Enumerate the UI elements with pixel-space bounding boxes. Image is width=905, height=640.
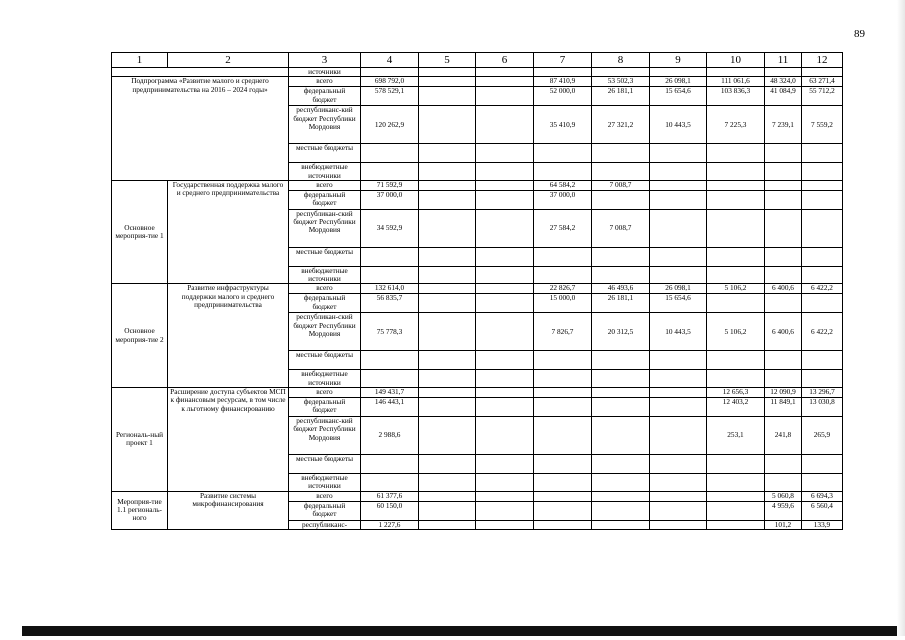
value-cell [476, 209, 534, 247]
value-cell [650, 398, 707, 417]
empty-cell [802, 266, 843, 284]
value-cell [802, 190, 843, 209]
empty-cell [802, 163, 843, 181]
value-cell: 241,8 [765, 417, 802, 455]
value-cell: 15 654,6 [650, 294, 707, 313]
table-row [112, 180, 843, 190]
value-cell: 1 227,6 [361, 520, 419, 529]
value-cell [419, 180, 476, 190]
empty-cell [650, 68, 707, 77]
empty-cell [765, 370, 802, 388]
column-header-12: 12 [802, 53, 843, 68]
table-row [112, 77, 843, 87]
source-cell: внебюджетные источники [289, 370, 361, 388]
empty-cell [476, 501, 534, 520]
value-cell [802, 209, 843, 247]
empty-cell [112, 68, 289, 77]
value-cell [419, 87, 476, 106]
empty-cell [361, 351, 419, 370]
empty-cell [802, 247, 843, 266]
empty-cell [765, 351, 802, 370]
value-cell: 26 098,1 [650, 284, 707, 294]
value-cell: 120 262,9 [361, 106, 419, 144]
empty-cell [650, 266, 707, 284]
empty-cell [592, 520, 650, 529]
empty-cell [707, 247, 765, 266]
value-cell [592, 388, 650, 398]
source-cell: всего [289, 180, 361, 190]
table-row [112, 388, 843, 398]
empty-cell [592, 351, 650, 370]
source-cell: внебюджетные источники [289, 266, 361, 284]
value-cell: 10 443,5 [650, 313, 707, 351]
empty-cell [802, 351, 843, 370]
empty-cell [765, 163, 802, 181]
value-cell [419, 209, 476, 247]
value-cell: 149 431,7 [361, 388, 419, 398]
value-cell: 2 988,6 [361, 417, 419, 455]
value-cell [650, 417, 707, 455]
source-cell: всего [289, 388, 361, 398]
empty-cell [419, 266, 476, 284]
value-cell [419, 284, 476, 294]
value-cell: 34 592,9 [361, 209, 419, 247]
value-cell: 53 502,3 [592, 77, 650, 87]
value-cell: 26 098,1 [650, 77, 707, 87]
empty-cell [361, 455, 419, 474]
value-cell: 10 443,5 [650, 106, 707, 144]
value-cell [419, 190, 476, 209]
source-cell: федеральный бюджет [289, 87, 361, 106]
empty-cell [650, 491, 707, 501]
value-cell: 6 560,4 [802, 501, 843, 520]
empty-cell [361, 370, 419, 388]
value-cell [476, 388, 534, 398]
column-header-7: 7 [534, 53, 592, 68]
empty-cell [802, 68, 843, 77]
value-cell: 111 061,6 [707, 77, 765, 87]
empty-cell [419, 68, 476, 77]
empty-cell [650, 370, 707, 388]
source-cell: республиканс-кий бюджет Республики Мордовия [289, 417, 361, 455]
empty-cell [707, 501, 765, 520]
activity-label: Основное мероприя-тие 2 [112, 284, 168, 388]
program-name: Подпрограмма «Развитие малого и среднего предпринимательства на 2016 – 2024 годы» [112, 77, 289, 181]
source-cell: республикан-ский бюджет Республики Мордовия [289, 209, 361, 247]
empty-cell [534, 163, 592, 181]
source-cell: всего [289, 491, 361, 501]
value-cell: 5 060,8 [765, 491, 802, 501]
value-cell: 20 312,5 [592, 313, 650, 351]
value-cell [707, 209, 765, 247]
value-cell [534, 398, 592, 417]
value-cell [765, 190, 802, 209]
empty-cell [802, 474, 843, 492]
value-cell: 41 084,9 [765, 87, 802, 106]
value-cell: 146 443,1 [361, 398, 419, 417]
value-cell [707, 294, 765, 313]
source-cell: местные бюджеты [289, 455, 361, 474]
empty-cell [534, 370, 592, 388]
empty-cell [534, 68, 592, 77]
empty-cell [419, 144, 476, 163]
empty-cell [592, 68, 650, 77]
empty-cell [476, 247, 534, 266]
value-cell: 7 008,7 [592, 180, 650, 190]
empty-cell [592, 163, 650, 181]
value-cell: 52 000,0 [534, 87, 592, 106]
value-cell: 55 712,2 [802, 87, 843, 106]
value-cell: 7 559,2 [802, 106, 843, 144]
empty-cell [765, 68, 802, 77]
empty-cell [534, 520, 592, 529]
table-row [112, 491, 843, 501]
value-cell [476, 398, 534, 417]
empty-cell [650, 455, 707, 474]
value-cell: 61 377,6 [361, 491, 419, 501]
value-cell [476, 284, 534, 294]
empty-cell [707, 520, 765, 529]
value-cell [650, 190, 707, 209]
value-cell [534, 417, 592, 455]
empty-cell [592, 144, 650, 163]
empty-cell [476, 68, 534, 77]
column-header-5: 5 [419, 53, 476, 68]
value-cell [765, 180, 802, 190]
empty-cell [592, 455, 650, 474]
empty-cell [592, 501, 650, 520]
source-cell: республиканс-кий бюджет Республики Мордовия [289, 106, 361, 144]
empty-cell [361, 163, 419, 181]
empty-cell [361, 68, 419, 77]
column-header-row [112, 53, 843, 68]
value-cell: 5 106,2 [707, 284, 765, 294]
empty-cell [650, 163, 707, 181]
empty-cell [707, 68, 765, 77]
value-cell [419, 106, 476, 144]
value-cell: 4 959,6 [765, 501, 802, 520]
value-cell: 22 826,7 [534, 284, 592, 294]
value-cell [765, 209, 802, 247]
value-cell: 27 584,2 [534, 209, 592, 247]
value-cell: 63 271,4 [802, 77, 843, 87]
source-cell: федеральный бюджет [289, 398, 361, 417]
value-cell: 7 008,7 [592, 209, 650, 247]
empty-cell [476, 474, 534, 492]
empty-cell [361, 474, 419, 492]
activity-label: Мероприя-тие 1.1 региональ-ного [112, 491, 168, 529]
empty-cell [476, 520, 534, 529]
value-cell: 253,1 [707, 417, 765, 455]
value-cell [419, 388, 476, 398]
value-cell [419, 417, 476, 455]
value-cell [534, 388, 592, 398]
empty-cell [534, 474, 592, 492]
empty-cell [419, 351, 476, 370]
empty-cell [765, 144, 802, 163]
activity-name: Государственная поддержка малого и среднего предпринимательства [168, 180, 289, 284]
value-cell: 6 422,2 [802, 313, 843, 351]
empty-cell [592, 266, 650, 284]
empty-cell [802, 455, 843, 474]
value-cell: 75 778,3 [361, 313, 419, 351]
empty-cell [419, 474, 476, 492]
value-cell: 15 654,6 [650, 87, 707, 106]
value-cell: 27 321,2 [592, 106, 650, 144]
column-header-9: 9 [650, 53, 707, 68]
empty-cell [534, 247, 592, 266]
value-cell [802, 180, 843, 190]
value-cell [592, 398, 650, 417]
source-cell: федеральный бюджет [289, 294, 361, 313]
empty-cell [592, 491, 650, 501]
empty-cell [765, 266, 802, 284]
empty-cell [419, 247, 476, 266]
value-cell: 71 592,9 [361, 180, 419, 190]
value-cell [802, 294, 843, 313]
financing-table [111, 52, 843, 530]
empty-cell [650, 351, 707, 370]
value-cell [707, 190, 765, 209]
activity-name: Развитие инфраструктуры поддержки малого и среднего предпринимательства [168, 284, 289, 388]
source-cell: местные бюджеты [289, 144, 361, 163]
table-row [112, 68, 843, 77]
value-cell [476, 190, 534, 209]
value-cell: 64 584,2 [534, 180, 592, 190]
value-cell: 15 000,0 [534, 294, 592, 313]
source-cell: внебюджетные источники [289, 474, 361, 492]
empty-cell [419, 163, 476, 181]
value-cell: 103 836,3 [707, 87, 765, 106]
empty-cell [765, 247, 802, 266]
empty-cell [419, 491, 476, 501]
activity-name: Расширение доступа субъектов МСП к финансовым ресурсам, в том числе к льготному финансированию [168, 388, 289, 492]
empty-cell [650, 520, 707, 529]
column-header-11: 11 [765, 53, 802, 68]
value-cell: 6 694,3 [802, 491, 843, 501]
source-cell: республикан-ский бюджет Республики Мордовия [289, 313, 361, 351]
value-cell: 101,2 [765, 520, 802, 529]
value-cell: 13 296,7 [802, 388, 843, 398]
empty-cell [476, 491, 534, 501]
column-header-1: 1 [112, 53, 168, 68]
value-cell [476, 294, 534, 313]
empty-cell [707, 351, 765, 370]
value-cell: 11 849,1 [765, 398, 802, 417]
column-header-10: 10 [707, 53, 765, 68]
column-header-3: 3 [289, 53, 361, 68]
value-cell [476, 77, 534, 87]
empty-cell [534, 501, 592, 520]
column-header-2: 2 [168, 53, 289, 68]
empty-cell [707, 163, 765, 181]
source-cell: всего [289, 77, 361, 87]
value-cell: 12 656,3 [707, 388, 765, 398]
value-cell [419, 77, 476, 87]
value-cell: 132 614,0 [361, 284, 419, 294]
empty-cell [476, 351, 534, 370]
empty-cell [534, 144, 592, 163]
value-cell [476, 106, 534, 144]
column-header-6: 6 [476, 53, 534, 68]
value-cell: 13 030,8 [802, 398, 843, 417]
value-cell: 7 225,3 [707, 106, 765, 144]
source-cell: всего [289, 284, 361, 294]
source-cell: внебюджетные источники [289, 163, 361, 181]
value-cell: 87 410,9 [534, 77, 592, 87]
empty-cell [650, 247, 707, 266]
value-cell: 46 493,6 [592, 284, 650, 294]
value-cell: 12 090,9 [765, 388, 802, 398]
value-cell [650, 388, 707, 398]
value-cell [419, 398, 476, 417]
value-cell: 578 529,1 [361, 87, 419, 106]
page-number: 89 [854, 28, 865, 40]
value-cell: 7 239,1 [765, 106, 802, 144]
value-cell: 60 150,0 [361, 501, 419, 520]
value-cell: 26 181,1 [592, 87, 650, 106]
value-cell: 5 106,2 [707, 313, 765, 351]
source-cell: местные бюджеты [289, 351, 361, 370]
value-cell [650, 209, 707, 247]
value-cell [419, 313, 476, 351]
activity-name: Развитие системы микрофинансирования [168, 491, 289, 529]
column-header-4: 4 [361, 53, 419, 68]
value-cell: 133,9 [802, 520, 843, 529]
value-cell: 37 000,0 [361, 190, 419, 209]
value-cell: 265,9 [802, 417, 843, 455]
empty-cell [802, 370, 843, 388]
value-cell: 48 324,0 [765, 77, 802, 87]
value-cell [476, 417, 534, 455]
empty-cell [707, 491, 765, 501]
empty-cell [419, 520, 476, 529]
empty-cell [765, 455, 802, 474]
value-cell [592, 190, 650, 209]
empty-cell [707, 474, 765, 492]
empty-cell [534, 491, 592, 501]
activity-label: Региональ-ный проект 1 [112, 388, 168, 492]
empty-cell [707, 144, 765, 163]
column-header-8: 8 [592, 53, 650, 68]
empty-cell [802, 144, 843, 163]
value-cell [765, 294, 802, 313]
empty-cell [592, 247, 650, 266]
value-cell [476, 313, 534, 351]
empty-cell [476, 144, 534, 163]
source-cell: источники [289, 68, 361, 77]
empty-cell [650, 144, 707, 163]
scan-bottom-edge [22, 626, 905, 636]
empty-cell [361, 247, 419, 266]
activity-label: Основное мероприя-тие 1 [112, 180, 168, 284]
empty-cell [650, 501, 707, 520]
empty-cell [476, 455, 534, 474]
empty-cell [650, 474, 707, 492]
empty-cell [476, 163, 534, 181]
empty-cell [361, 266, 419, 284]
empty-cell [534, 266, 592, 284]
value-cell: 6 400,6 [765, 313, 802, 351]
empty-cell [534, 455, 592, 474]
value-cell [419, 294, 476, 313]
value-cell: 6 400,6 [765, 284, 802, 294]
value-cell: 698 792,0 [361, 77, 419, 87]
scan-right-edge [897, 0, 905, 636]
value-cell: 35 410,9 [534, 106, 592, 144]
empty-cell [707, 266, 765, 284]
empty-cell [419, 501, 476, 520]
source-cell: федеральный бюджет [289, 501, 361, 520]
empty-cell [534, 351, 592, 370]
empty-cell [592, 474, 650, 492]
table-row [112, 284, 843, 294]
value-cell: 26 181,1 [592, 294, 650, 313]
source-cell: федеральный бюджет [289, 190, 361, 209]
empty-cell [707, 455, 765, 474]
value-cell: 12 403,2 [707, 398, 765, 417]
empty-cell [765, 474, 802, 492]
empty-cell [419, 370, 476, 388]
value-cell: 37 000,0 [534, 190, 592, 209]
empty-cell [476, 266, 534, 284]
empty-cell [361, 144, 419, 163]
value-cell: 7 826,7 [534, 313, 592, 351]
value-cell [650, 180, 707, 190]
value-cell [707, 180, 765, 190]
empty-cell [592, 370, 650, 388]
source-cell: местные бюджеты [289, 247, 361, 266]
value-cell: 6 422,2 [802, 284, 843, 294]
value-cell [592, 417, 650, 455]
empty-cell [707, 370, 765, 388]
empty-cell [419, 455, 476, 474]
value-cell: 56 835,7 [361, 294, 419, 313]
value-cell [476, 180, 534, 190]
value-cell [476, 87, 534, 106]
source-cell: республиканс- [289, 520, 361, 529]
empty-cell [476, 370, 534, 388]
